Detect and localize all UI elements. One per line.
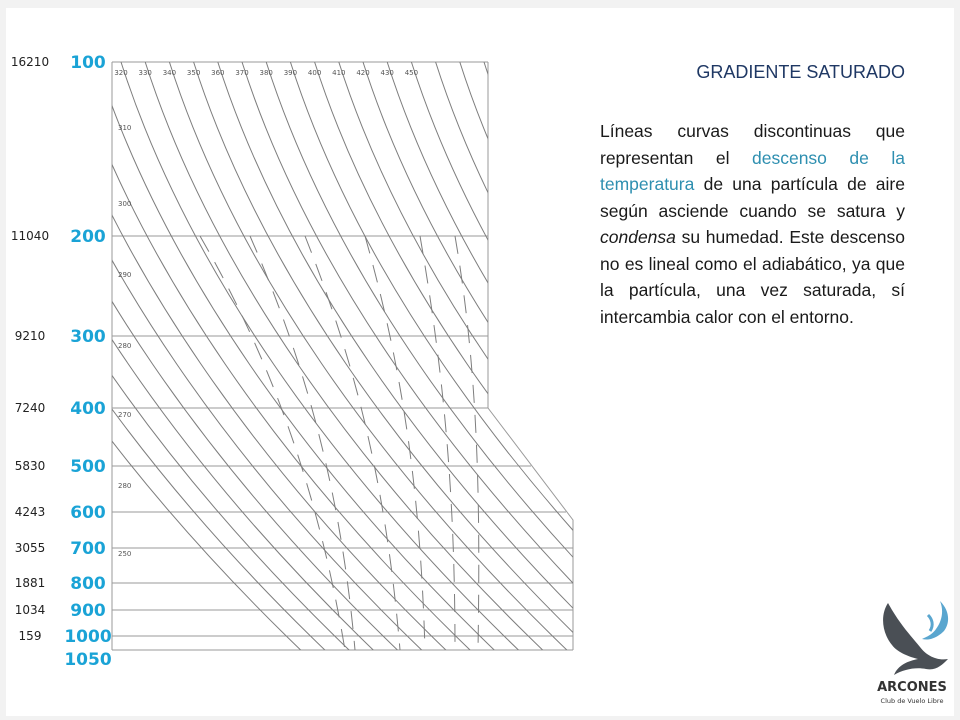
description-part1: Líneas curvas discontinuas que representan el: [600, 121, 905, 168]
pressure-label: 1000: [64, 627, 112, 647]
saturated-adiabat: [455, 236, 479, 650]
description-part2: de una partícula de aire según asciende cuando se satura y: [600, 174, 905, 221]
dry-adiabat: [387, 62, 600, 690]
arcones-logo: [870, 595, 955, 713]
temperature-label-top: 410: [332, 69, 346, 77]
dry-adiabat: [363, 62, 600, 690]
pressure-label: 300: [70, 327, 106, 347]
dry-adiabat: [121, 62, 561, 690]
saturated-adiabat: [365, 236, 425, 650]
temperature-label-top: 400: [307, 69, 322, 77]
altitude-label: 3055: [14, 541, 46, 555]
dry-adiabat: [0, 62, 370, 690]
temperature-label-top: 350: [186, 69, 201, 77]
temperature-label-top: 330: [138, 69, 152, 77]
altitude-label: 4243: [14, 505, 46, 519]
dry-adiabat: [484, 62, 600, 690]
dry-adiabat: [242, 62, 600, 690]
pressure-label: 700: [70, 539, 106, 559]
saturated-adiabat: [200, 236, 345, 650]
description-highlight: descenso de la temperatura: [600, 147, 905, 194]
description-emphasis: condensa: [600, 227, 676, 247]
dry-adiabat: [0, 62, 392, 690]
altitude-label: 1034: [14, 603, 46, 617]
saturated-adiabat: [250, 236, 355, 650]
dry-adiabat: [315, 62, 600, 690]
temperature-label-left: 300: [118, 200, 132, 208]
dry-adiabat: [0, 62, 419, 690]
altitude-label: 16210: [10, 55, 50, 69]
altitude-label: 159: [18, 629, 42, 643]
temperature-label-left: 280: [118, 342, 132, 350]
pressure-label: 1050: [64, 650, 112, 670]
temperature-label-top: 320: [114, 69, 128, 77]
temperature-label-top: 420: [356, 69, 370, 77]
dry-adiabat: [436, 62, 600, 690]
pressure-label: 400: [70, 399, 106, 419]
saturated-adiabat-curves: [200, 236, 479, 650]
pressure-label: 500: [70, 457, 106, 477]
dry-adiabat-curves: [0, 62, 600, 690]
dry-adiabat: [145, 62, 585, 690]
temperature-label-left: 250: [118, 550, 132, 558]
temperature-label-top: 380: [259, 69, 273, 77]
dry-adiabat: [460, 62, 600, 690]
saturated-adiabat: [420, 236, 455, 650]
temperature-label-top: 450: [404, 69, 419, 77]
temperature-label-left: 280: [118, 482, 132, 490]
logo-subtitle: Club de Vuelo Libre: [880, 697, 944, 705]
pressure-label: 600: [70, 503, 106, 523]
altitude-label: 11040: [10, 229, 50, 243]
temperature-label-top: 340: [162, 69, 177, 77]
dry-adiabat: [266, 62, 600, 690]
pressure-label: 100: [70, 53, 106, 73]
slide-title: GRADIENTE SATURADO: [696, 62, 905, 82]
temperature-label-top: 390: [283, 69, 298, 77]
dry-adiabat: [218, 62, 600, 690]
altitude-label: 9210: [14, 329, 46, 343]
temperature-label-top: 360: [211, 69, 225, 77]
temperature-label-top: 430: [380, 69, 394, 77]
altitude-label: 5830: [14, 459, 46, 473]
grid-lines: [112, 62, 573, 650]
pressure-label: 800: [70, 574, 106, 594]
grid-right-border: [488, 62, 573, 650]
dry-adiabat: [0, 62, 346, 690]
temperature-label-left: 290: [118, 271, 132, 279]
temperature-label-left: 270: [118, 411, 132, 419]
altitude-label: 1881: [14, 576, 46, 590]
pressure-label: 900: [70, 601, 106, 621]
logo-name: ARCONES: [877, 680, 947, 695]
pressure-label: 200: [70, 227, 106, 247]
temperature-label-left: 310: [118, 124, 132, 132]
description-part3: su humedad. Este descenso no es lineal como el adiabático, ya que la partícula, una vez saturada, sí intercambia calor con el entorno.: [600, 227, 905, 327]
dry-adiabat: [290, 62, 600, 690]
altitude-label: 7240: [14, 401, 46, 415]
dry-adiabat: [194, 62, 600, 690]
temperature-label-top: 370: [235, 69, 249, 77]
description-text: [600, 118, 905, 330]
